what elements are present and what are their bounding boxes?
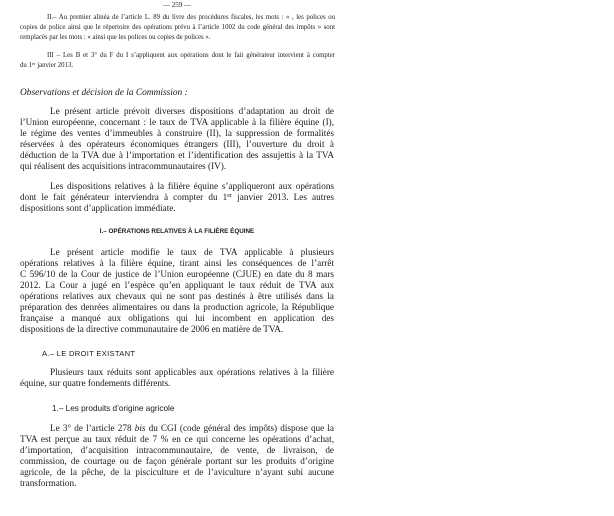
commission-title: Observations et décision de la Commission : [20,88,188,98]
text-line [20,423,334,434]
text-line: opérations relatives à la filière équine, tirant ainsi les conséquences de l’arrêt [20,257,334,268]
text-line: Les dispositions relatives à la filière équine s’appliqueront aux opérations [50,180,334,191]
text-line: française a manqué aux obligations qui lui incombent en application des [20,312,334,323]
page-number: — 259 — [163,1,191,9]
text-line: commission, de courtage ou de façon générale portant sur les produits d’origine [20,455,334,466]
text-line: préparation des denrées alimentaires ou dans la production agricole, la République [20,301,334,312]
text-span: Le 3° de l’article 278 [50,422,135,433]
text-line [20,61,335,71]
text-line: TVA est perçue au taux réduit de 7 % en ce qui concerne les opérations d’achat, [20,433,334,444]
text-line: le régime des ventes d’immeubles à construire (II), la suppression de formalités [20,127,334,138]
text-line: III – Les B et 3° du F du I s’appliquent aux opérations dont le fait générateur intervient à compter [47,52,335,59]
text-line: transformation. [20,477,77,488]
article-paragraph-iii [20,51,335,71]
italic-text: bis [134,422,146,433]
superscript: er [227,191,233,199]
section-a-paragraph [20,367,334,389]
text-line [20,192,334,203]
text-line: l’Union européenne, concernant : le taux de TVA applicable à la filière équine (I), [20,116,334,127]
text-line: copies de police ainsi que le répertoire des opérations prévu à l’article 1002 du code général des impôts » sont [20,24,335,31]
text-line: qui réalisent des acquisitions intracommunautaires (IV). [20,160,227,171]
text-line: d’importation, d’acquisition intracommunautaire, de vente, de livraison, de [20,444,334,455]
text-line: dispositions sont d’application immédiate. [20,202,176,213]
text-line: Le présent article modifie le taux de TVA applicable à plusieurs [50,246,334,257]
text-line: Plusieurs taux réduits sont applicables aux opérations relatives à la filière [50,366,334,377]
text-span: du CGI (code général des impôts) dispose que la [145,422,334,433]
text-span: dont le fait générateur interviendra à compter du 1 [20,191,228,202]
text-span: janvier 2013. [35,62,74,69]
text-line: dispositions de la directive communautaire de 2006 en matière de TVA. [20,323,284,334]
commission-paragraph-2 [20,181,334,214]
text-line: réservées à des opérateurs économiques étrangers (III), l’ouverture du droit à [20,138,334,149]
text-line: agricole, de la pêche, de la pisciculture et de l’aviculture n’ayant subi aucune [20,466,334,477]
subsection-1-paragraph [20,423,334,489]
text-line: remplacés par les mots : « ainsi que les polices ou copies de polices ». [20,34,211,41]
text-line: Le présent article prévoit diverses dispositions d’adaptation au droit de [50,105,334,116]
article-paragraph-ii [20,13,335,43]
text-line: 2012. La Cour a jugé en l’espèce qu’en appliquant le taux réduit de TVA aux [20,279,334,290]
subsection-heading: A.– LE DROIT EXISTANT [42,349,136,358]
subsection-heading-1: 1.– Les produits d’origine agricole [52,404,175,413]
section-i-paragraph [20,247,334,335]
commission-paragraph-1 [20,106,334,172]
text-line: déduction de la TVA due à l’importation et l’identification des assujettis à la TVA [20,149,334,160]
superscript: er [31,60,36,66]
text-span: janvier 2013. Les autres [232,191,334,202]
text-line: II.– Au premier alinéa de l’article L. 89 du livre des procédures fiscales, les mots : « , les polices ou [47,14,335,21]
section-heading: I.– OPÉRATIONS RELATIVES À LA FILIÈRE ÉQUINE [99,228,255,235]
text-line: équine, sur quatre fondements différents. [20,377,171,388]
text-line: opérations relatives aux chevaux qui ne sont pas destinés à être utilisés dans la [20,290,334,301]
text-span: du 1 [20,62,32,69]
text-line: C 596/10 de la Cour de justice de l’Union européenne (CJUE) en date du 8 mars [20,268,334,279]
